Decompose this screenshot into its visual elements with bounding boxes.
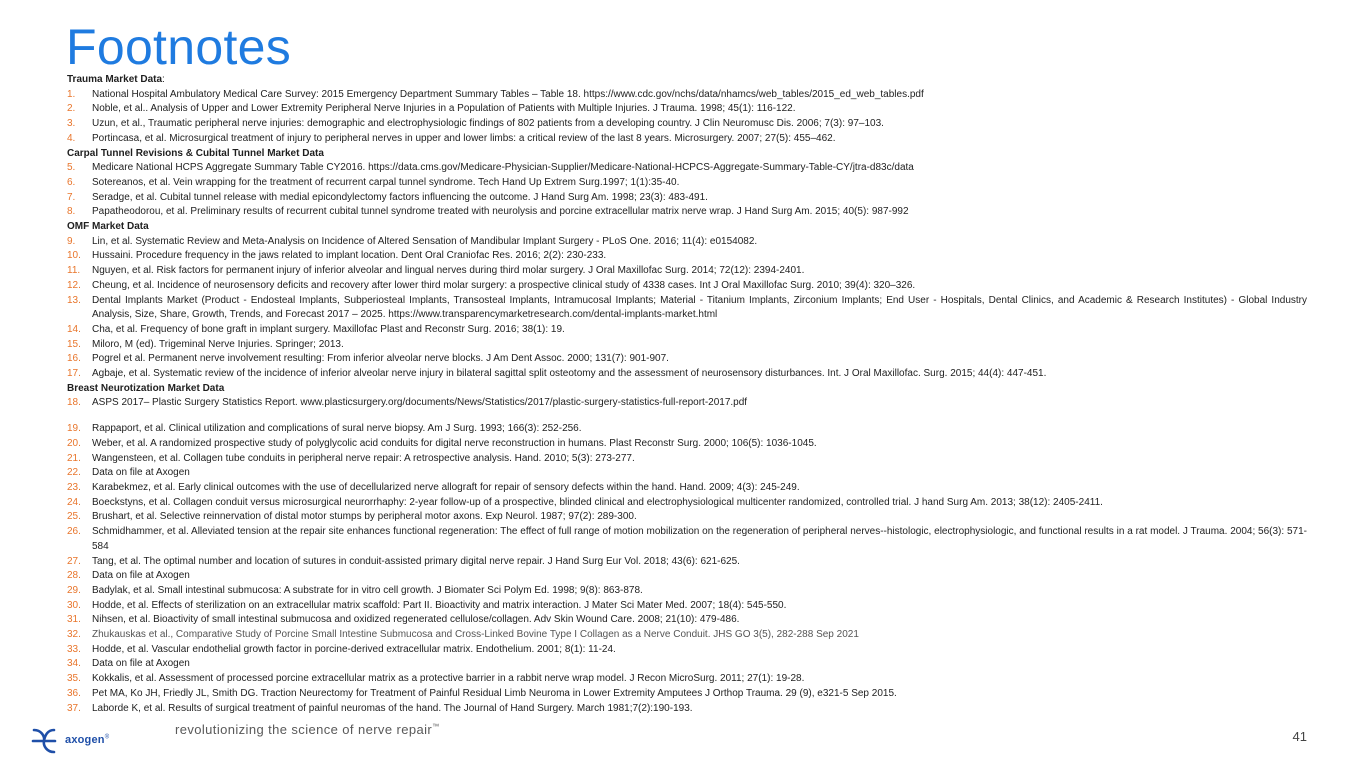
footnote-text: Pet MA, Ko JH, Friedly JL, Smith DG. Traction Neurectomy for Treatment of Painful Residual Limb Neuroma in Lower Extremity Amputees J Orthop Trauma. 29 (9), e321-5 Sep 2015.: [92, 687, 897, 699]
footnote-item: [67, 672, 1307, 687]
footnote-number: 36.: [67, 687, 81, 699]
section-heading: Trauma Market Data:: [67, 74, 165, 85]
footnote-text: Agbaje, et al. Systematic review of the incidence of inferior alveolar nerve injury in bilateral sagittal split osteotomy and the assessment of neurosensory disturbances. Int. J Oral Maxillofac. Surg. 2015; 44(4): 447-451.: [92, 368, 1047, 380]
footnote-text: Noble, et al.. Analysis of Upper and Lower Extremity Peripheral Nerve Injuries in a Population of Patients with Multiple Injuries. J Trauma. 1998; 45(1): 116-122.: [92, 103, 796, 115]
footnote-text: Laborde K, et al. Results of surgical treatment of painful neuromas of the hand. The Journal of Hand Surgery. March 1981;7(2):190-193.: [92, 702, 693, 714]
footnote-number: 6.: [67, 176, 76, 188]
footnote-item: [67, 657, 1307, 672]
footnote-number: 25.: [67, 511, 81, 523]
footnote-number: 22.: [67, 467, 81, 479]
footnote-item: [67, 132, 1307, 147]
footnote-number: 9.: [67, 235, 76, 247]
footnote-text: Data on file at Axogen: [92, 570, 190, 582]
footnote-item: [67, 599, 1307, 614]
axogen-logo-icon: [31, 726, 57, 756]
footnote-number: 13.: [67, 294, 81, 306]
section-heading: Carpal Tunnel Revisions & Cubital Tunnel Market Data: [67, 147, 324, 159]
footnote-item: [67, 687, 1307, 702]
footnote-number: 15.: [67, 338, 81, 350]
footnote-number: 24.: [67, 496, 81, 508]
footnote-number: 30.: [67, 599, 81, 611]
tagline: revolutionizing the science of nerve repair™: [175, 722, 440, 737]
footnote-text: Karabekmez, et al. Early clinical outcomes with the use of decellularized nerve allograft for repair of sensory defects within the hand. Hand. 2009; 4(3): 245-249.: [92, 481, 800, 493]
footnote-item: [67, 510, 1307, 525]
footnote-text: Hodde, et al. Vascular endothelial growth factor in porcine-derived extracellular matrix. Endothelium. 2001; 8(1): 11-24.: [92, 643, 616, 655]
footnote-item: [67, 613, 1307, 628]
footnote-text: Boeckstyns, et al. Collagen conduit versus microsurgical neurorrhaphy: 2-year follow-up of a prospective, blinded clinical and electrophysiological multicenter randomized, controlled trial. J hand Surg Am. 2013; 38(12): 2405-2411.: [92, 496, 1103, 508]
brand-name: axogen®: [65, 734, 110, 746]
footnote-number: 2.: [67, 103, 76, 115]
footnotes-list: [67, 73, 1307, 716]
footnote-text: Badylak, et al. Small intestinal submucosa: A substrate for in vitro cell growth. J Biomater Sci Polym Ed. 1998; 9(8): 863-878.: [92, 584, 643, 596]
footer: [0, 712, 1365, 768]
footnote-number: 1.: [67, 88, 76, 100]
footnote-item: [67, 249, 1307, 264]
registered-mark: ®: [104, 734, 110, 741]
footnote-item: [67, 452, 1307, 467]
footnote-text: Papatheodorou, et al. Preliminary results of recurrent cubital tunnel syndrome treated with neurolysis and porcine extracellular matrix nerve wrap. J Hand Surg Am. 2015; 40(5): 987-992: [92, 206, 909, 218]
footnote-text: Uzun, et al., Traumatic peripheral nerve injuries: demographic and electrophysiologic findings of 802 patients from a developing country. J Clin Neuromusc Dis. 2006; 7(3): 97–103.: [92, 118, 884, 130]
footnote-item: [67, 437, 1307, 452]
footnote-text: Weber, et al. A randomized prospective study of polyglycolic acid conduits for digital nerve reconstruction in humans. Plast Reconstr Surg. 2000; 106(5): 1036-1045.: [92, 437, 817, 449]
footnote-item: [67, 643, 1307, 658]
footnote-number: 21.: [67, 452, 81, 464]
footnote-item: [67, 466, 1307, 481]
footnote-text: Schmidhammer, et al. Alleviated tension at the repair site enhances functional regeneration: The effect of full range of motion mobilization on the regeneration of peripheral nerves--histologic, electrophysiologic, and functional results in a rat model. J Trauma. 2004; 56(3): 571-584: [92, 526, 1307, 552]
trademark: ™: [432, 723, 440, 731]
footnote-item: [67, 191, 1307, 206]
section-heading: OMF Market Data: [67, 221, 149, 233]
footnote-text: Medicare National HCPS Aggregate Summary Table CY2016. https://data.cms.gov/Medicare-Physician-Supplier/Medicare-National-HCPCS-Aggregate-Summary-Table-CY/jtra-d83c/data: [92, 162, 914, 174]
footnote-number: 23.: [67, 481, 81, 493]
footnote-text: Nihsen, et al. Bioactivity of small intestinal submucosa and oxidized regenerated cellulose/collagen. Adv Skin Wound Care. 2008; 21(10): 479-486.: [92, 614, 740, 626]
footnote-number: 35.: [67, 673, 81, 685]
footnote-number: 16.: [67, 353, 81, 365]
footnote-item: [67, 396, 1307, 411]
footnote-number: 5.: [67, 162, 76, 174]
footnote-text: Hussaini. Procedure frequency in the jaws related to implant location. Dent Oral Craniofac Res. 2016; 2(2): 230-233.: [92, 250, 607, 262]
footnote-number: 8.: [67, 206, 76, 218]
footnote-number: 34.: [67, 658, 81, 670]
footnote-number: 33.: [67, 643, 81, 655]
footnote-text: National Hospital Ambulatory Medical Care Survey: 2015 Emergency Department Summary Tables – Table 18. https://www.cdc.gov/nchs/data/nhamcs/web_tables/2015_ed_web_tables.pdf: [92, 88, 924, 100]
footnote-text: Brushart, et al. Selective reinnervation of distal motor stumps by peripheral motor axons. Exp Neurol. 1987; 97(2): 289-300.: [92, 511, 637, 523]
footnote-item: [67, 496, 1307, 511]
footnote-number: 11.: [67, 265, 81, 277]
footnote-text: Rappaport, et al. Clinical utilization and complications of sural nerve biopsy. Am J Surg. 1993; 166(3): 252-256.: [92, 423, 582, 435]
footnote-text: Wangensteen, et al. Collagen tube conduits in peripheral nerve repair: A retrospective analysis. Hand. 2010; 5(3): 273-277.: [92, 452, 635, 464]
footnote-item: [67, 205, 1307, 220]
footnote-text: Lin, et al. Systematic Review and Meta-Analysis on Incidence of Altered Sensation of Mandibular Implant Surgery - PLoS One. 2016; 11(4): e0154082.: [92, 235, 758, 247]
footnote-item: [67, 294, 1307, 323]
footnote-number: 14.: [67, 323, 81, 335]
section-spacer: [67, 411, 1307, 422]
footnote-item: [67, 352, 1307, 367]
footnote-item: [67, 264, 1307, 279]
footnote-item: [67, 88, 1307, 103]
footnote-item: [67, 555, 1307, 570]
footnote-item: [67, 161, 1307, 176]
footnote-number: 20.: [67, 437, 81, 449]
footnote-text: Zhukauskas et al., Comparative Study of Porcine Small Intestine Submucosa and Cross-Linked Bovine Type I Collagen as a Nerve Conduit. JHS GO 3(5), 282-288 Sep 2021: [92, 629, 859, 641]
footnote-text: Seradge, et al. Cubital tunnel release with medial epicondylectomy factors influencing the outcome. J Hand Surg Am. 1998; 23(3): 483-491.: [92, 191, 708, 203]
section-heading: Breast Neurotization Market Data: [67, 382, 225, 394]
footnote-item: [67, 569, 1307, 584]
page-title: Footnotes: [66, 19, 292, 75]
footnote-text: Dental Implants Market (Product - Endosteal Implants, Subperiosteal Implants, Transosteal Implants, Intramucosal Implants; Material - Titanium Implants, Zirconium Implants; End User - Hospitals, Dental Clinics, and Academic & Research Institutes) - Global Industry Analysis, Size, Share, Growth, Trends, and Forecast 2017 – 2025. https://www.transparencymarketresearch.com/dental-implants-market.html: [92, 294, 1307, 321]
footnote-number: 31.: [67, 614, 81, 626]
footnote-number: 4.: [67, 132, 76, 144]
footnote-number: 29.: [67, 584, 81, 596]
footnote-item: [67, 481, 1307, 496]
footnote-item: [67, 102, 1307, 117]
footnote-number: 12.: [67, 279, 81, 291]
footnote-number: 10.: [67, 250, 81, 262]
footnote-number: 28.: [67, 570, 81, 582]
footnote-item: [67, 584, 1307, 599]
footnote-item: [67, 235, 1307, 250]
footnote-text: Data on file at Axogen: [92, 467, 190, 479]
footnote-text: Pogrel et al. Permanent nerve involvement resulting: From inferior alveolar nerve blocks. J Am Dent Assoc. 2000; 131(7): 901-907.: [92, 353, 669, 365]
footnote-text: Tang, et al. The optimal number and location of sutures in conduit-assisted primary digital nerve repair. J Hand Surg Eur Vol. 2018; 43(6): 621-625.: [92, 555, 740, 567]
footnote-item: [67, 628, 1307, 643]
footnote-item: [67, 422, 1307, 437]
footnote-text: ASPS 2017– Plastic Surgery Statistics Report. www.plasticsurgery.org/documents/News/Statistics/2017/plastic-surgery-statistics-full-report-2017.pdf: [92, 397, 748, 409]
footnote-number: 27.: [67, 555, 81, 567]
footnote-text: Miloro, M (ed). Trigeminal Nerve Injuries. Springer; 2013.: [92, 338, 344, 350]
footnote-text: Data on file at Axogen: [92, 658, 190, 670]
footnote-text: Nguyen, et al. Risk factors for permanent injury of inferior alveolar and lingual nerves during third molar surgery. J Oral Maxillofac Surg. 2014; 72(12): 2394-2401.: [92, 265, 805, 277]
footnote-text: Cheung, et al. Incidence of neurosensory deficits and recovery after lower third molar surgery: a prospective clinical study of 4338 cases. Int J Oral Maxillofac Surg. 2010; 39(4): 320–326.: [92, 279, 916, 291]
footnote-text: Cha, et al. Frequency of bone graft in implant surgery. Maxillofac Plast and Reconstr Surg. 2016; 38(1): 19.: [92, 323, 565, 335]
footnote-item: [67, 117, 1307, 132]
footnote-number: 3.: [67, 118, 76, 130]
footnote-text: Kokkalis, et al. Assessment of processed porcine extracellular matrix as a protective barrier in a rabbit nerve wrap model. J Recon MicroSurg. 2011; 27(1): 19-28.: [92, 673, 805, 685]
footnote-item: [67, 338, 1307, 353]
footnote-text: Sotereanos, et al. Vein wrapping for the treatment of recurrent carpal tunnel syndrome. Tech Hand Up Extrem Surg.1997; 1(1):35-40.: [92, 176, 680, 188]
footnote-text: Hodde, et al. Effects of sterilization on an extracellular matrix scaffold: Part II. Bioactivity and matrix interaction. J Mater Sci Mater Med. 2007; 18(4): 545-550.: [92, 599, 787, 611]
footnote-number: 17.: [67, 368, 81, 380]
footnote-number: 7.: [67, 191, 76, 203]
footnote-item: [67, 279, 1307, 294]
footnote-number: 32.: [67, 629, 81, 641]
footnote-number: 37.: [67, 702, 81, 714]
footnote-item: [67, 323, 1307, 338]
page-number: 41: [1292, 729, 1307, 744]
footnote-text: Portincasa, et al. Microsurgical treatment of injury to peripheral nerves in upper and lower limbs: a critical review of the last 8 years. Microsurgery. 2007; 27(5): 455–462.: [92, 132, 836, 144]
footnote-number: 26.: [67, 526, 81, 538]
footnote-item: [67, 176, 1307, 191]
footnote-item: [67, 525, 1307, 554]
footnote-item: [67, 367, 1307, 382]
footnote-number: 18.: [67, 397, 81, 409]
footnote-number: 19.: [67, 423, 81, 435]
